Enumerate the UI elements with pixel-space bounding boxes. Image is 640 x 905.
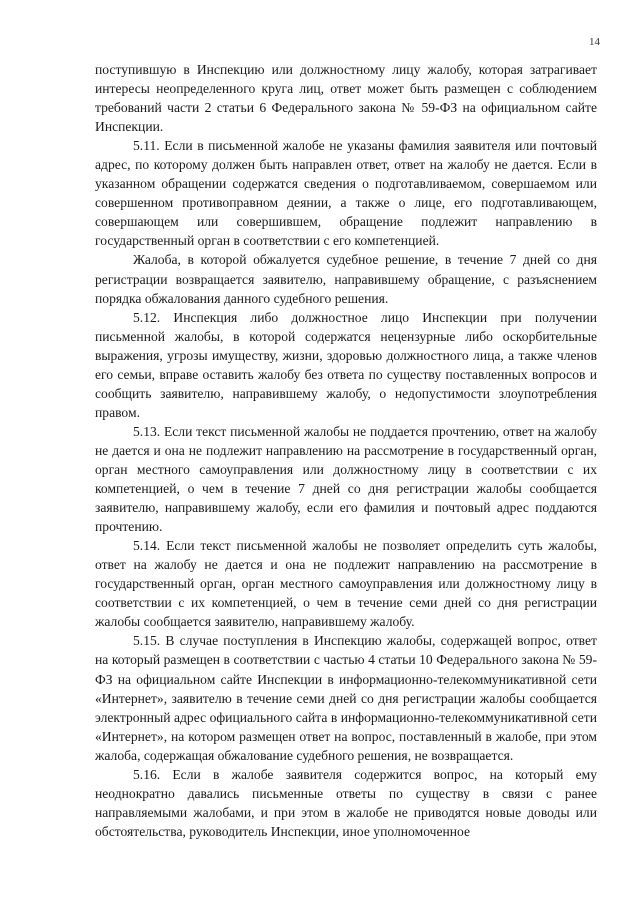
paragraph-5-15: 5.15. В случае поступления в Инспекцию жалобы, содержащей вопрос, ответ на который размещен в соответствии с частью 4 статьи 10 Федерального закона № 59-ФЗ на официальном сайте Инспекции в информационно-телекоммуникативной сети «Интернет», заявителю в течение семи дней со дня регистрации жалобы сообщается электронный адрес официального сайта в информационно-телекоммуникативной сети «Интернет», на котором размещен ответ на вопрос, поставленный в жалобе, при этом жалоба, содержащая обжалование судебного решения, не возвращается. — [95, 633, 597, 763]
paragraph-5-14: 5.14. Если текст письменной жалобы не позволяет определить суть жалобы, ответ на жалобу не дается и она не подлежит направлению на рассмотрение в государственный орган, орган местного самоуправления или должностному лицу в соответствии с их компетенцией, о чем в течение семи дней со дня регистрации жалобы сообщается заявителю, направившему жалобу. — [95, 538, 597, 630]
paragraph-continuation: поступившую в Инспекцию или должностному лицу жалобу, которая затрагивает интересы неопределенного круга лиц, ответ может быть размещен с соблюдением требований части 2 статьи 6 Федерального закона № 59-ФЗ на официальном сайте Инспекции. — [95, 62, 597, 135]
paragraph-5-13: 5.13. Если текст письменной жалобы не поддается прочтению, ответ на жалобу не дается и она не подлежит направлению на рассмотрение в государственный орган, орган местного самоуправления или должностному лицу в соответствии с их компетенцией, о чем в течение 7 дней со дня регистрации жалобы сообщается заявителю, направившему жалобу, если его фамилия и почтовый адрес поддаются прочтению. — [95, 423, 597, 535]
document-body — [95, 60, 597, 841]
paragraph-5-12: 5.12. Инспекция либо должностное лицо Инспекции при получении письменной жалобы, в которой содержатся нецензурные либо оскорбительные выражения, угрозы имуществу, жизни, здоровью должностного лица, а также членов его семьи, вправе оставить жалобу без ответа по существу поставленных вопросов и сообщить заявителю, направившему жалобу, о недопустимости злоупотребления правом. — [95, 309, 597, 420]
paragraph-5-11: 5.11. Если в письменной жалобе не указаны фамилия заявителя или почтовый адрес, по которому должен быть направлен ответ, ответ на жалобу не дается. Если в указанном обращении содержатся сведения о подготавливаемом, совершаемом или совершенном противоправном деянии, а также о лице, его подготавливающем, совершающем или совершившем, обращение подлежит направлению в государственный орган в соответствии с его компетенцией. — [95, 138, 597, 249]
paragraph-court-decision: Жалоба, в которой обжалуется судебное решение, в течение 7 дней со дня регистрации возвращается заявителю, направившему обращение, с разъяснением порядка обжалования данного судебного решения. — [95, 252, 597, 306]
paragraph-5-16: 5.16. Если в жалобе заявителя содержится вопрос, на который ему неоднократно давались письменные ответы по существу в связи с ранее направляемыми жалобами, и при этом в жалобе не приводятся новые доводы или обстоятельства, руководитель Инспекции, иное уполномоченное — [95, 766, 597, 839]
page-number: 14 — [589, 36, 600, 48]
